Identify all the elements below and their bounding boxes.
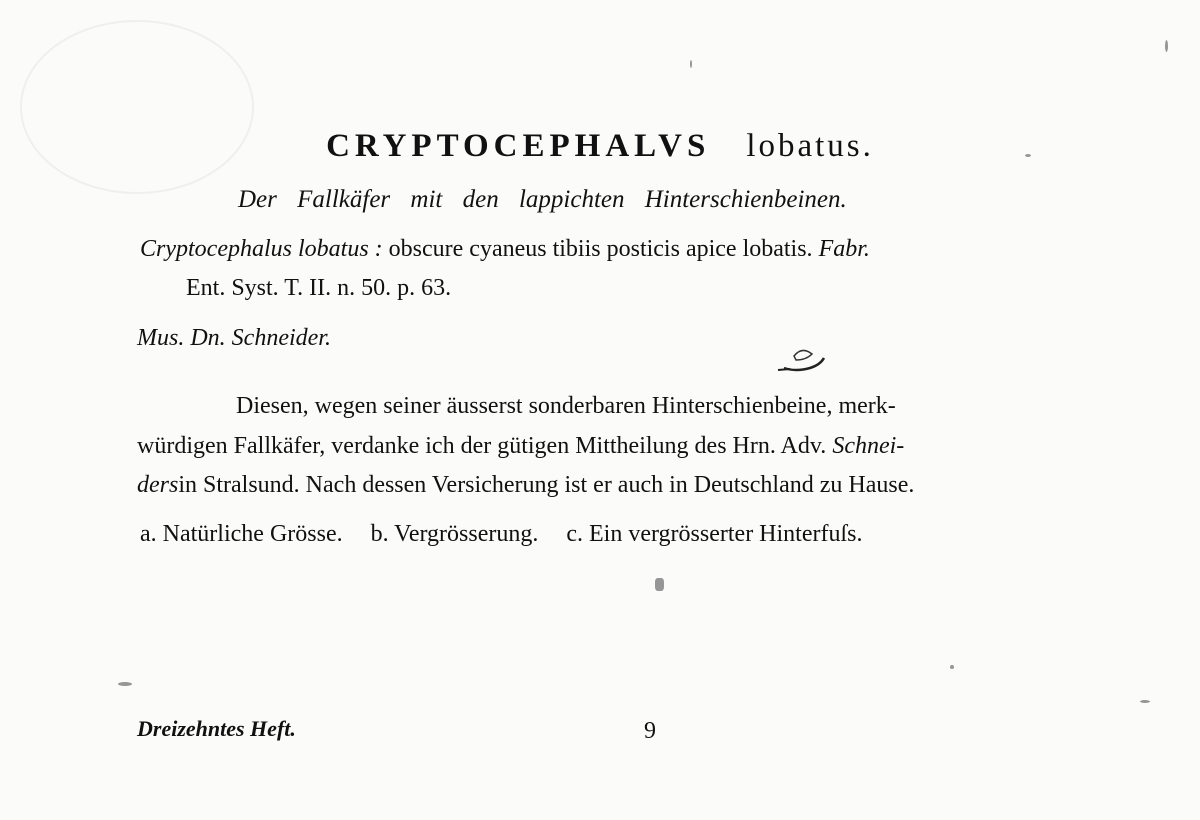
body-line-2 xyxy=(137,433,904,460)
figure-legend xyxy=(140,521,863,548)
body-line-1: Diesen, wegen seiner äusserst sonderbaren Hinterschienbeine, merk- xyxy=(236,393,896,419)
reference-line: Ent. Syst. T. II. n. 50. p. 63. xyxy=(186,275,452,301)
species-description: obscure cyaneus tibiis posticis apice lobatis. xyxy=(388,236,813,262)
author-abbrev: Fabr. xyxy=(818,236,870,262)
page-number: 9 xyxy=(644,718,656,744)
german-common-name: Der Fallkäfer mit den lappichten Hinterschienbeinen. xyxy=(238,186,847,213)
legend-b: b. Vergrösserung. xyxy=(370,521,539,547)
legend-c: c. Ein vergrösserter Hinterfuſs. xyxy=(566,521,863,547)
title-genus: CRYPTOCEPHALVS xyxy=(326,128,711,164)
ornament-icon xyxy=(776,338,830,378)
body-line-3-text: in Stralsund. Nach dessen Versicherung ist er auch in Deutschland zu Hause. xyxy=(178,472,915,498)
body-line-2-text: würdigen Fallkäfer, verdanke ich der gütigen Mittheilung des Hrn. Adv. xyxy=(137,433,827,459)
faded-library-stamp xyxy=(20,20,254,194)
species-name: Cryptocephalus lobatus : xyxy=(140,236,383,262)
title-species: lobatus. xyxy=(746,128,874,164)
legend-a: a. Natürliche Grösse. xyxy=(140,521,343,547)
collection-line: Mus. Dn. Schneider. xyxy=(137,325,331,351)
body-line-3 xyxy=(137,472,914,499)
page-title xyxy=(0,128,1200,165)
name-schneider-part1: Schnei- xyxy=(832,433,905,459)
synonymy-line xyxy=(140,236,870,263)
name-schneider-part2: ders xyxy=(137,472,179,498)
signature-mark: Dreizehntes Heft. xyxy=(137,716,296,741)
